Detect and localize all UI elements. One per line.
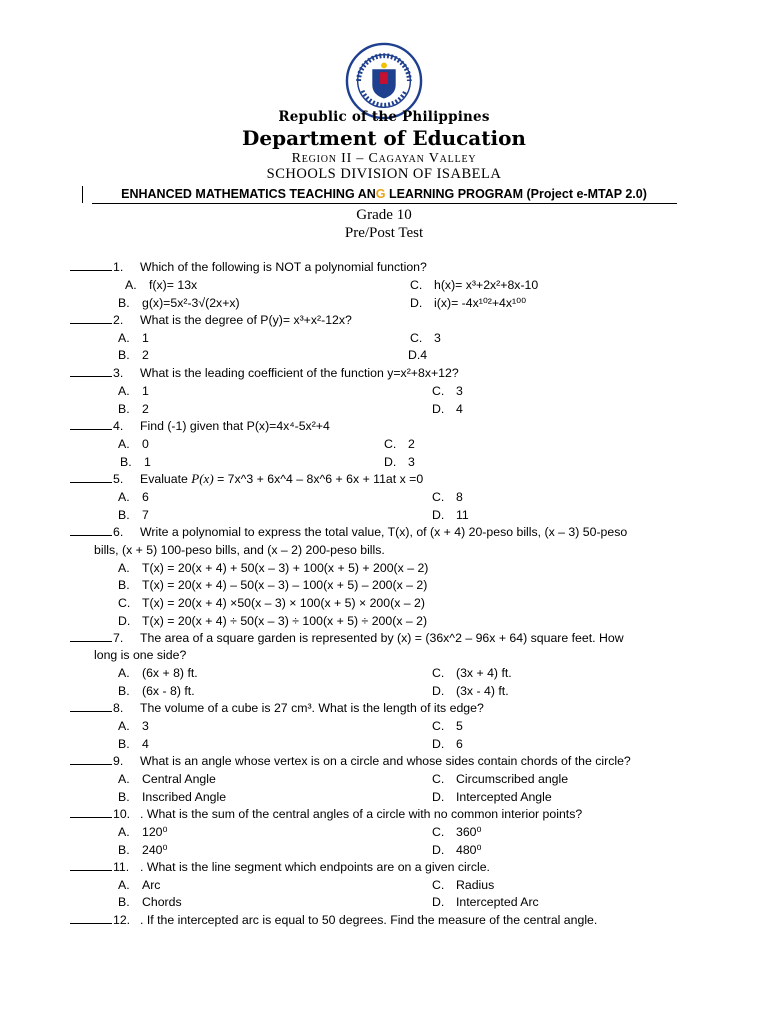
- question-2: 2. What is the degree of P(y)= x³+x²-12x?: [70, 312, 123, 328]
- option: A. 1: [118, 384, 149, 398]
- option: D.4: [408, 348, 428, 362]
- test-title: Pre/Post Test: [344, 225, 424, 241]
- answer-blank[interactable]: [70, 859, 112, 871]
- program-post: LEARNING PROGRAM (Project e-MTAP 2.0): [385, 187, 647, 201]
- answer-blank[interactable]: [70, 700, 112, 712]
- answer-blank[interactable]: [70, 806, 112, 818]
- question-10: 10. . What is the sum of the central angles of a circle with no common interior points?: [70, 806, 130, 822]
- option: A. Arc: [118, 878, 161, 892]
- option: B. 2: [118, 348, 149, 362]
- option: B. Inscribed Angle: [118, 790, 227, 804]
- department-heading: Department of Education: [242, 126, 526, 150]
- option: D. T(x) = 20(x + 4) ÷ 50(x – 3) ÷ 100(x + 5) ÷ 200(x – 2): [118, 614, 428, 628]
- option: D. 480⁰: [432, 843, 482, 857]
- question-12: 12. . If the intercepted arc is equal to 50 degrees. Find the measure of the central angle.: [70, 912, 130, 928]
- option: A. 6: [118, 490, 149, 504]
- option: C. 360⁰: [432, 825, 482, 839]
- option: A. 3: [118, 719, 149, 733]
- answer-blank[interactable]: [70, 912, 112, 924]
- answer-blank[interactable]: [70, 753, 112, 765]
- answer-blank[interactable]: [70, 418, 112, 430]
- option: A. f(x)= 13x: [125, 278, 198, 292]
- answer-blank[interactable]: [70, 471, 112, 483]
- program-pre: ENHANCED MATHEMATICS TEACHING AN: [121, 187, 376, 201]
- question-5: 5. Evaluate P(x) = 7x^3 + 6x^4 – 8x^6 + 6x + 11at x =0: [70, 471, 123, 487]
- option: B. g(x)=5x²-3√(2x+x): [118, 296, 240, 310]
- question-11: 11. . What is the line segment which endpoints are on a given circle.: [70, 859, 129, 875]
- option: A. Central Angle: [118, 772, 216, 786]
- option: D. 11: [432, 508, 469, 522]
- question-1: 1. Which of the following is NOT a polynomial function?: [70, 259, 123, 275]
- question-7-continued: long is one side?: [94, 648, 187, 662]
- option: D. 3: [384, 455, 415, 469]
- option: D. (3x - 4) ft.: [432, 684, 509, 698]
- option: A. 0: [118, 437, 149, 451]
- question-6: 6. Write a polynomial to express the total value, T(x), of (x + 4) 20-peso bills, (x – 3) 50-peso: [70, 524, 123, 540]
- option: D. i(x)= -4x¹⁰²+4x¹⁰⁰: [410, 296, 526, 310]
- option: B. 2: [118, 402, 149, 416]
- question-4: 4. Find (-1) given that P(x)=4x⁴-5x²+4: [70, 418, 123, 434]
- option: A. (6x + 8) ft.: [118, 666, 198, 680]
- division-heading: SCHOOLS DIVISION OF ISABELA: [266, 166, 502, 182]
- option: C. 8: [432, 490, 463, 504]
- question-9: 9. What is an angle whose vertex is on a circle and whose sides contain chords of the circle?: [70, 753, 123, 769]
- answer-blank[interactable]: [70, 312, 112, 324]
- option: C. 3: [410, 331, 441, 345]
- program-highlight-letter: G: [375, 187, 386, 201]
- option: C. (3x + 4) ft.: [432, 666, 512, 680]
- option: A. 120⁰: [118, 825, 168, 839]
- option: B. 4: [118, 737, 149, 751]
- program-heading: [0, 187, 768, 201]
- option: B. (6x - 8) ft.: [118, 684, 195, 698]
- question-6-continued: bills, (x + 5) 100-peso bills, and (x – 2) 200-peso bills.: [94, 543, 385, 557]
- option: C. h(x)= x³+2x²+8x-10: [410, 278, 539, 292]
- region-heading: Region II – Cagayan Valley: [291, 151, 477, 166]
- answer-blank[interactable]: [70, 259, 112, 271]
- option: A. 1: [118, 331, 149, 345]
- option: C. 3: [432, 384, 463, 398]
- answer-blank[interactable]: [70, 524, 112, 536]
- option: B. 240⁰: [118, 843, 168, 857]
- option: B. 7: [118, 508, 149, 522]
- republic-heading: Republic of the Philippines: [278, 109, 490, 125]
- option: B. Chords: [118, 895, 182, 909]
- option: D. 4: [432, 402, 463, 416]
- answer-blank[interactable]: [70, 365, 112, 377]
- option: C. T(x) = 20(x + 4) ×50(x – 3) × 100(x + 5) × 200(x – 2): [118, 596, 425, 610]
- header-rule: [92, 203, 677, 204]
- option: B. T(x) = 20(x + 4) – 50(x – 3) – 100(x + 5) – 200(x – 2): [118, 578, 428, 592]
- option: C. 2: [384, 437, 415, 451]
- answer-blank[interactable]: [70, 630, 112, 642]
- option: C. 5: [432, 719, 463, 733]
- option: D. Intercepted Arc: [432, 895, 539, 909]
- option: C. Circumscribed angle: [432, 772, 569, 786]
- question-8: 8. The volume of a cube is 27 cm³. What is the length of its edge?: [70, 700, 123, 716]
- option: B. 1: [120, 455, 151, 469]
- question-3: 3. What is the leading coefficient of the function y=x²+8x+12?: [70, 365, 123, 381]
- option: D. 6: [432, 737, 463, 751]
- grade-heading: Grade 10: [356, 207, 412, 223]
- option: C. Radius: [432, 878, 495, 892]
- question-7: 7. The area of a square garden is represented by (x) = (36x^2 – 96x + 64) square feet. How: [70, 630, 123, 646]
- option: D. Intercepted Angle: [432, 790, 552, 804]
- option: A. T(x) = 20(x + 4) + 50(x – 3) + 100(x + 5) + 200(x – 2): [118, 561, 429, 575]
